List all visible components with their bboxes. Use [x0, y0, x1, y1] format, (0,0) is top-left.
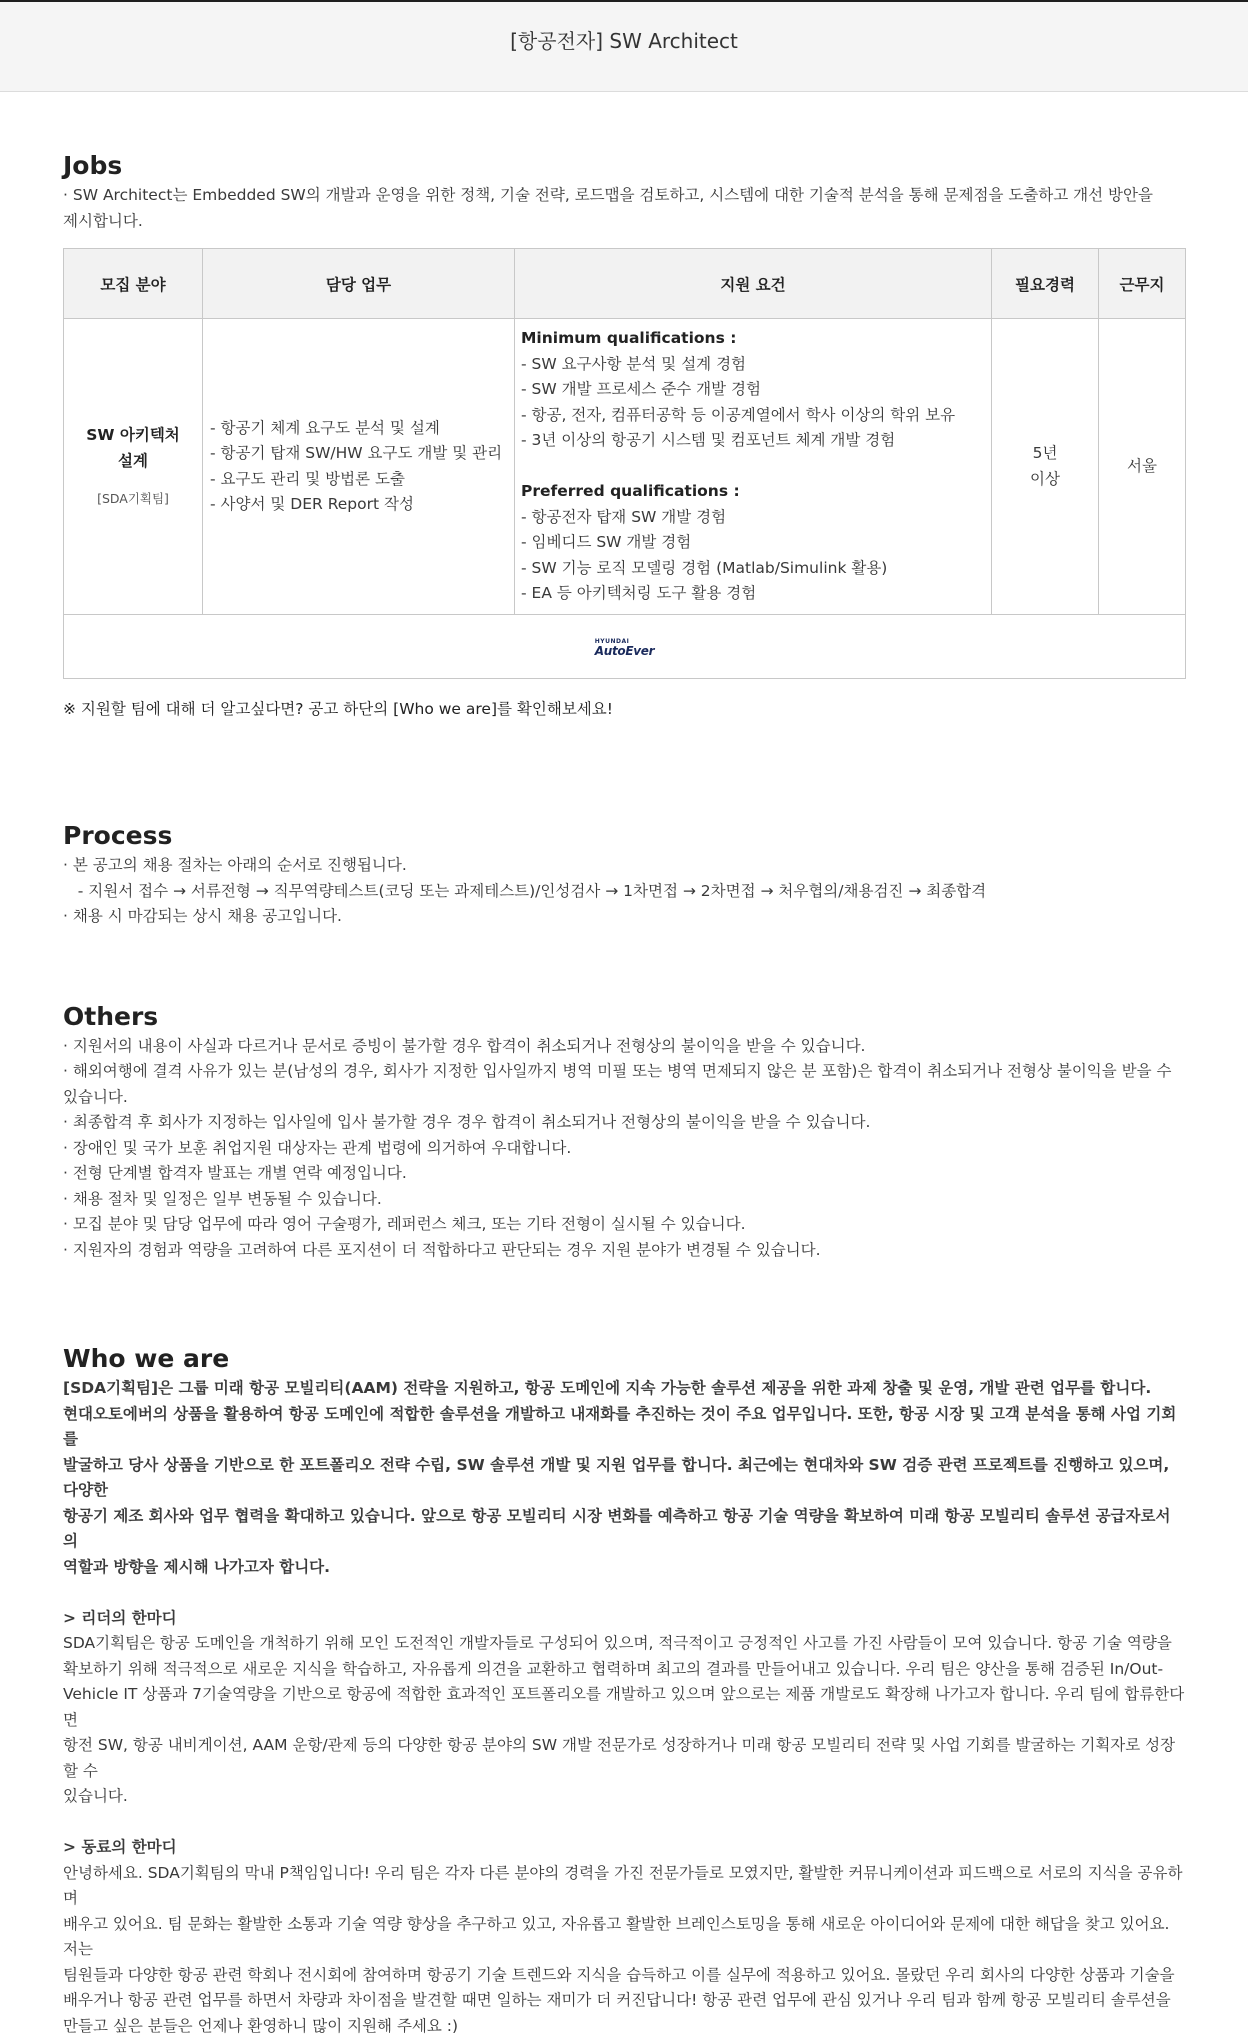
others-line: · 전형 단계별 합격자 발표는 개별 연락 예정입니다.	[63, 1161, 1185, 1187]
leader-line: 있습니다.	[63, 1784, 1185, 1810]
colleague-line: 안녕하세요. SDA기획팀의 막내 P책임입니다! 우리 팀은 각자 다른 분야의 경력을 가진 전문가들로 모였지만, 활발한 커뮤니케이션과 피드백으로 서로의 지식을 공유하며	[63, 1861, 1185, 1912]
experience-cell	[992, 319, 1099, 615]
team-label: [SDA기획팀]	[65, 486, 201, 512]
team-notice: ※ 지원할 팀에 대해 더 알고싶다면? 공고 하단의 [Who we are]를 확인해보세요!	[63, 697, 1185, 722]
process-line: · 본 공고의 채용 절차는 아래의 순서로 진행됩니다.	[63, 853, 1185, 879]
duty-item: - 항공기 탑재 SW/HW 요구도 개발 및 관리	[210, 441, 513, 467]
team-intro-line: [SDA기획팀]은 그룹 미래 항공 모빌리티(AAM) 전략을 지원하고, 항공 도메인에 지속 가능한 솔루션 제공을 위한 과제 창출 및 운영, 개발 관련 업무를 합니다.	[63, 1376, 1185, 1402]
others-line: · 지원자의 경험과 역량을 고려하여 다른 포지션이 더 적합하다고 판단되는 경우 지원 분야가 변경될 수 있습니다.	[63, 1238, 1185, 1264]
hyundai-autoever-logo	[595, 639, 655, 657]
leader-line: 항전 SW, 항공 내비게이션, AAM 운항/관제 등의 다양한 항공 분야의 SW 개발 전문가로 성장하거나 미래 항공 모빌리티 전략 및 사업 기회를 발굴하는 기획자로 성장할 수	[63, 1733, 1185, 1784]
role-title-line: 설계	[65, 448, 201, 474]
logo-line-hyundai: HYUNDAI	[595, 639, 655, 645]
qualification-item: - 3년 이상의 항공기 시스템 및 컴포넌트 체계 개발 경험	[521, 428, 985, 454]
team-intro-line: 항공기 제조 회사와 업무 협력을 확대하고 있습니다. 앞으로 항공 모빌리티 시장 변화를 예측하고 항공 기술 역량을 확보하여 미래 항공 모빌리티 솔루션 공급자로서의	[63, 1504, 1185, 1555]
qualification-item: - SW 기능 로직 모델링 경험 (Matlab/Simulink 활용)	[521, 556, 985, 582]
process-heading: Process	[63, 819, 1185, 853]
leader-heading: > 리더의 한마디	[63, 1606, 1185, 1632]
colleague-line: 팀원들과 다양한 항공 관련 학회나 전시회에 참여하며 항공기 기술 트렌드와 지식을 습득하고 이를 실무에 적용하고 있어요. 몰랐던 우리 회사의 다양한 상품과 기술을	[63, 1963, 1185, 1989]
others-line: · 지원서의 내용이 사실과 다르거나 문서로 증빙이 불가할 경우 합격이 취소되거나 전형상의 불이익을 받을 수 있습니다.	[63, 1034, 1185, 1060]
process-line: - 지원서 접수 → 서류전형 → 직무역량테스트(코딩 또는 과제테스트)/인성검사 → 1차면접 → 2차면접 → 처우협의/채용검진 → 최종합격	[63, 879, 1185, 905]
logo-row	[64, 615, 1186, 679]
header-duties: 담당 업무	[203, 249, 515, 319]
logo-cell	[64, 615, 1186, 679]
header-field: 모집 분야	[64, 249, 203, 319]
location-value: 서울	[1127, 457, 1157, 475]
jobs-table	[63, 248, 1186, 679]
team-intro-line: 현대오토에버의 상품을 활용하여 항공 도메인에 적합한 솔루션을 개발하고 내재화를 추진하는 것이 주요 업무입니다. 또한, 항공 시장 및 고객 분석을 통해 사업 기회를	[63, 1402, 1185, 1453]
colleague-heading: > 동료의 한마디	[63, 1835, 1185, 1861]
jobs-intro-line: 제시합니다.	[63, 209, 1185, 235]
process-line: · 채용 시 마감되는 상시 채용 공고입니다.	[63, 904, 1185, 930]
spacer	[521, 454, 985, 480]
header-requirements: 지원 요건	[515, 249, 992, 319]
colleague-line: 만들고 싶은 분들은 언제나 환영하니 많이 지원해 주세요 :)	[63, 2014, 1185, 2039]
qualification-item: - EA 등 아키텍처링 도구 활용 경험	[521, 581, 985, 607]
others-line: · 장애인 및 국가 보훈 취업지원 대상자는 관계 법령에 의거하여 우대합니다.	[63, 1136, 1185, 1162]
requirements-cell	[515, 319, 992, 615]
leader-line: SDA기획팀은 항공 도메인을 개척하기 위해 모인 도전적인 개발자들로 구성되어 있으며, 적극적이고 긍정적인 사고를 가진 사람들이 모여 있습니다. 항공 기술 역량을	[63, 1631, 1185, 1657]
qualification-item: - 임베디드 SW 개발 경험	[521, 530, 985, 556]
others-line: · 최종합격 후 회사가 지정하는 입사일에 입사 불가할 경우 경우 합격이 취소되거나 전형상의 불이익을 받을 수 있습니다.	[63, 1110, 1185, 1136]
minimum-qualifications-heading: Minimum qualifications :	[521, 326, 985, 352]
duty-item: - 항공기 체계 요구도 분석 및 설계	[210, 416, 513, 442]
qualification-item: - 항공전자 탑재 SW 개발 경험	[521, 505, 985, 531]
experience-line: 이상	[993, 467, 1097, 493]
preferred-qualifications-heading: Preferred qualifications :	[521, 479, 985, 505]
leader-line: 확보하기 위해 적극적으로 새로운 지식을 학습하고, 자유롭게 의견을 교환하고 협력하며 최고의 결과를 만들어내고 있습니다. 우리 팀은 양산을 통해 검증된 In/Out-	[63, 1657, 1185, 1683]
jobs-table-header-row	[64, 249, 1186, 319]
duty-item: - 요구도 관리 및 방법론 도출	[210, 467, 513, 493]
spacer	[63, 1810, 1185, 1836]
qualification-item: - SW 개발 프로세스 준수 개발 경험	[521, 377, 985, 403]
page-title: [항공전자] SW Architect	[510, 29, 738, 53]
header-experience: 필요경력	[992, 249, 1099, 319]
role-cell	[64, 319, 203, 615]
location-cell	[1099, 319, 1186, 615]
page-header	[0, 0, 1248, 92]
others-line: · 해외여행에 결격 사유가 있는 분(남성의 경우, 회사가 지정한 입사일까지 병역 미필 또는 병역 면제되지 않은 분 포함)은 합격이 취소되거나 전형상 불이익을 받을 수	[63, 1059, 1185, 1085]
others-line: · 모집 분야 및 담당 업무에 따라 영어 구술평가, 레퍼런스 체크, 또는 기타 전형이 실시될 수 있습니다.	[63, 1212, 1185, 1238]
who-we-are-heading: Who we are	[63, 1342, 1185, 1376]
team-intro-line: 역할과 방향을 제시해 나가고자 합니다.	[63, 1555, 1185, 1581]
leader-line: Vehicle IT 상품과 7기술역량을 기반으로 항공에 적합한 효과적인 포트폴리오를 개발하고 있으며 앞으로는 제품 개발로도 확장해 나가고자 합니다. 우리 팀에 합류한다면	[63, 1682, 1185, 1733]
table-row	[64, 319, 1186, 615]
experience-line: 5년	[993, 441, 1097, 467]
colleague-line: 배우고 있어요. 팀 문화는 활발한 소통과 기술 역량 향상을 추구하고 있고, 자유롭고 활발한 브레인스토밍을 통해 새로운 아이디어와 문제에 대한 해답을 찾고 있어요. 저는	[63, 1912, 1185, 1963]
jobs-intro-line: · SW Architect는 Embedded SW의 개발과 운영을 위한 정책, 기술 전략, 로드맵을 검토하고, 시스템에 대한 기술적 분석을 통해 문제점을 도출하고 개선 방안을	[63, 183, 1185, 209]
logo-line-autoever: AutoEver	[595, 645, 655, 657]
spacer	[63, 1580, 1185, 1606]
main-content	[0, 149, 1248, 2039]
others-line: · 채용 절차 및 일정은 일부 변동될 수 있습니다.	[63, 1187, 1185, 1213]
header-location: 근무지	[1099, 249, 1186, 319]
team-intro-line: 발굴하고 당사 상품을 기반으로 한 포트폴리오 전략 수립, SW 솔루션 개발 및 지원 업무를 합니다. 최근에는 현대차와 SW 검증 관련 프로젝트를 진행하고 있으며, 다양한	[63, 1453, 1185, 1504]
qualification-item: - 항공, 전자, 컴퓨터공학 등 이공계열에서 학사 이상의 학위 보유	[521, 403, 985, 429]
duty-item: - 사양서 및 DER Report 작성	[210, 492, 513, 518]
jobs-heading: Jobs	[63, 149, 1185, 183]
duties-cell	[203, 319, 515, 615]
role-title-line: SW 아키텍처	[65, 422, 201, 448]
others-line: 있습니다.	[63, 1085, 1185, 1111]
colleague-line: 배우거나 항공 관련 업무를 하면서 차량과 차이점을 발견할 때면 일하는 재미가 더 커진답니다! 항공 관련 업무에 관심 있거나 우리 팀과 함께 항공 모빌리티 솔루션을	[63, 1988, 1185, 2014]
qualification-item: - SW 요구사항 분석 및 설계 경험	[521, 352, 985, 378]
others-heading: Others	[63, 1000, 1185, 1034]
